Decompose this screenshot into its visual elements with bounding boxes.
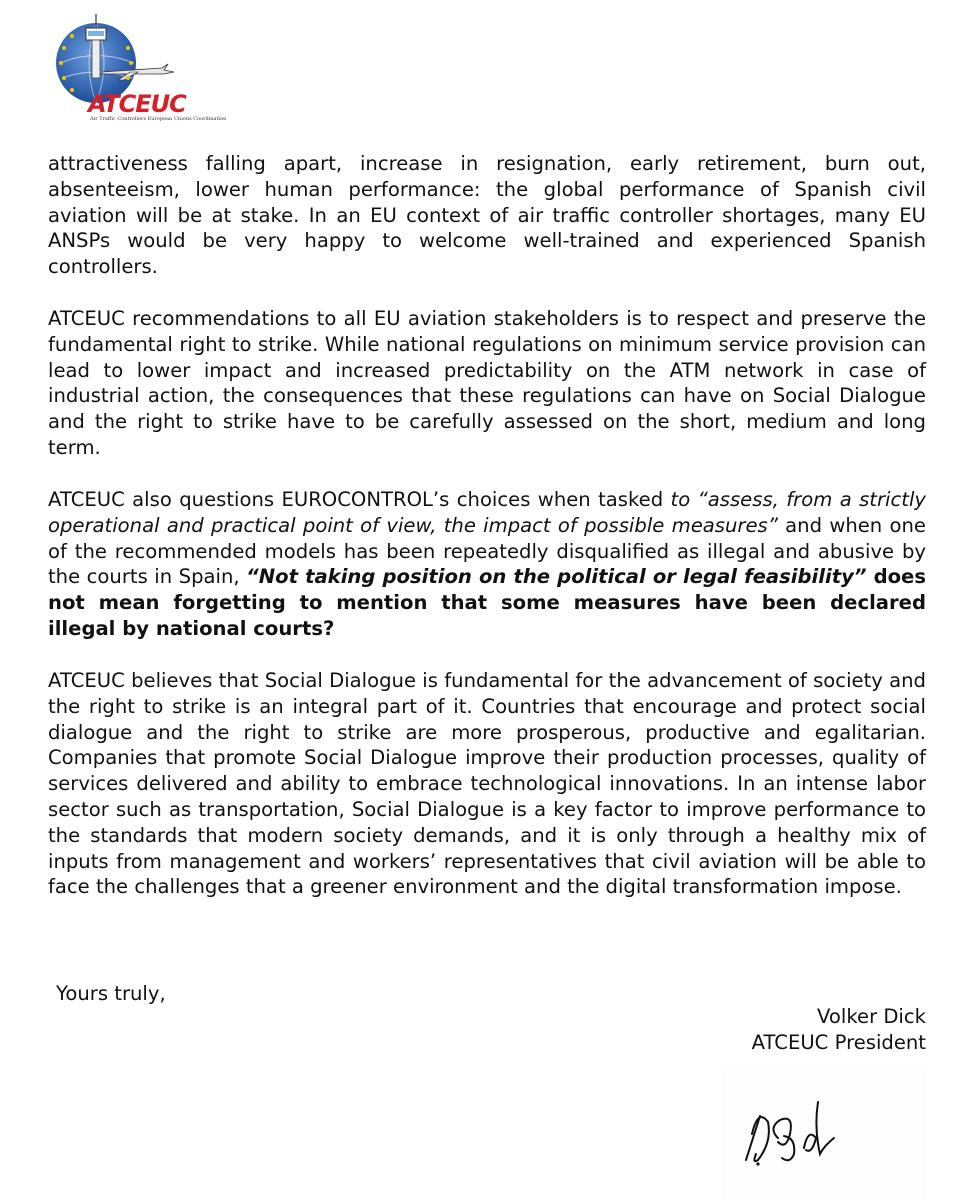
paragraph-2: ATCEUC recommendations to all EU aviation stakeholders is to respect and preserve the fundamental right to strike. While national regulations on minimum service provision can lead to lower impact and increased predictability on the ATM network in case of industrial action, the consequences that these regulations can have on Social Dialogue and the right to strike have to be carefully assessed on the short, medium and long term. xyxy=(48,307,926,459)
handwritten-signature xyxy=(738,1098,858,1168)
paragraph-3-quote: to “assess, from a strictly operational and practical point of view, the impact of possible measures” xyxy=(48,488,926,537)
signer-block xyxy=(752,1004,926,1056)
paragraph-1: attractiveness falling apart, increase in resignation, early retirement, burn out, absenteeism, lower human performance: the global performance of Spanish civil aviation will be at stake. In an EU context of air traffic controller shortages, many EU ANSPs would be very happy to welcome well-trained and experienced Spanish controllers. xyxy=(48,152,926,279)
paragraph-4: ATCEUC believes that Social Dialogue is fundamental for the advancement of society and the right to strike is an integral part of it. Countries that encourage and protect social dialogue and the right to strike are more prosperous, productive and egalitarian. Companies that promote Social Dialogue improve their production processes, quality of services delivered and ability to embrace technological innovations. In an intense labor sector such as transportation, Social Dialogue is a key factor to improve performance to the standards that modern society demands, and it is only through a healthy mix of inputs from management and workers’ representatives that civil aviation will be able to face the challenges that a greener environment and the digital transformation impose. xyxy=(48,669,926,899)
paragraph-3-bold-quote: “Not taking position on the political or legal feasibility” xyxy=(246,565,867,589)
paragraph-3-text-c: and when one of the recommended models has been repeatedly disqualified as illegal and abusive by the courts in Spain, xyxy=(48,513,926,589)
paragraph-3 xyxy=(48,487,926,642)
paragraph-3-bold-text: does not mean forgetting to mention that some measures have been declared illegal by national courts? xyxy=(48,565,927,640)
closing-salutation: Yours truly, xyxy=(56,982,166,1005)
atceuc-logo xyxy=(52,8,227,122)
signer-title: ATCEUC President xyxy=(751,1031,926,1054)
logo-wordmark: ATCEUC xyxy=(88,90,186,118)
logo-subtitle: Air Traffic Controllers European Unions Coordination xyxy=(90,116,227,122)
signer-name: Volker Dick xyxy=(817,1005,926,1028)
paragraph-3-text-a: ATCEUC also questions EUROCONTROL’s choices when tasked xyxy=(48,488,671,511)
